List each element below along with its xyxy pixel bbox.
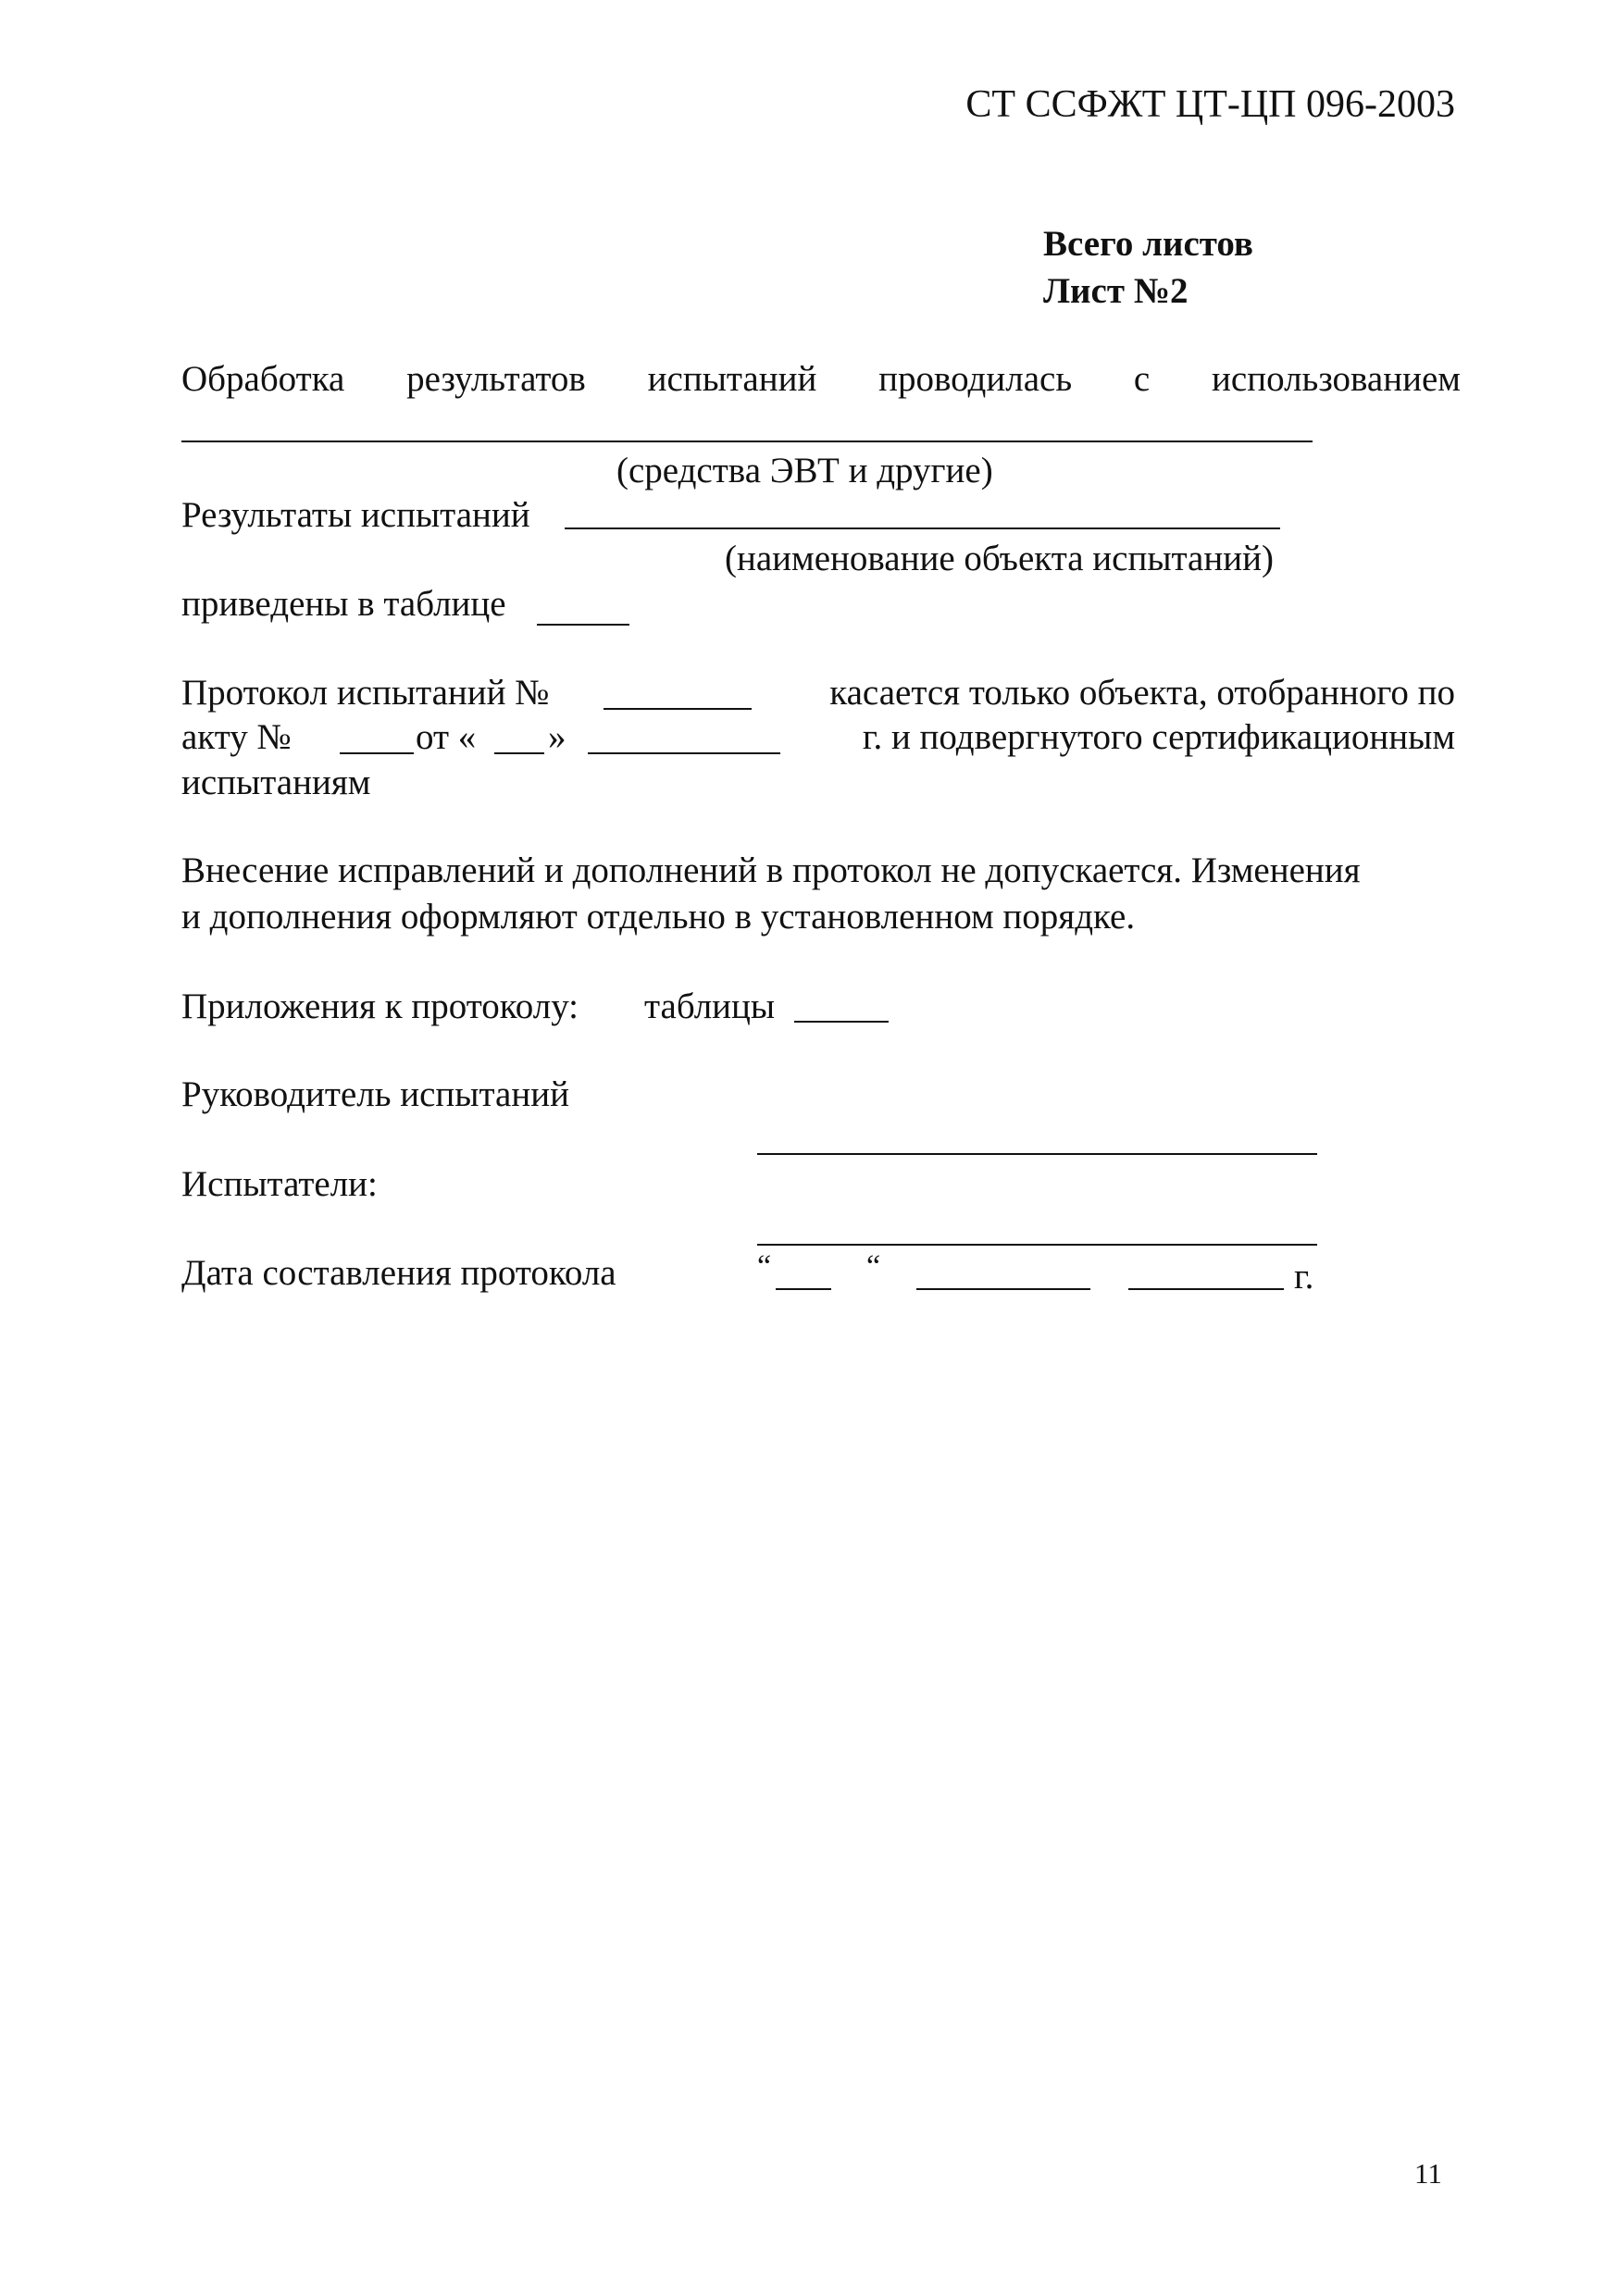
page-number: 11 [1414,2157,1442,2190]
testers-label: Испытатели: [181,1164,378,1204]
protocol-tests-word: испытаниям [181,763,371,802]
processing-word: проводилась [878,359,1073,399]
total-sheets-label: Всего листов [1043,224,1253,264]
protocol-date-label: Дата составления протокола [181,1253,616,1293]
processing-word: испытаний [647,359,817,399]
act-date-open: от « [416,717,477,757]
act-date-close: » [548,717,566,757]
protocol-object-text: касается только объекта, отобранного по [829,673,1455,713]
results-table-label: приведены в таблице [181,584,506,624]
notice-line-2: и дополнения оформляют отдельно в установленном порядке. [181,897,1136,937]
appendix-label: Приложения к протоколу: [181,987,579,1026]
processing-word: с [1133,359,1151,399]
date-day-blank-line[interactable] [776,1288,831,1290]
results-table-blank-line[interactable] [537,624,629,626]
processing-word: результатов [406,359,586,399]
date-quote-close: “ [866,1249,881,1284]
test-head-label: Руководитель испытаний [181,1074,569,1114]
testers-signature-line[interactable] [757,1244,1317,1246]
results-label: Результаты испытаний [181,495,530,535]
protocol-number-blank-line[interactable] [604,708,752,710]
results-blank-line[interactable] [565,527,1280,529]
act-day-blank-line[interactable] [494,752,544,754]
date-year-suffix: г. [1294,1257,1314,1297]
appendix-tables-label: таблицы [644,987,776,1026]
date-quote-open: “ [757,1249,772,1284]
notice-line-1: Внесение исправлений и дополнений в протокол не допускается. Изменения [181,850,1361,890]
processing-word: Обработка [181,359,345,399]
act-certification-text: г. и подвергнутого сертификационным [862,717,1455,757]
test-head-signature-line[interactable] [757,1153,1317,1155]
processing-caption: (средства ЭВТ и другие) [616,451,993,490]
act-month-blank-line[interactable] [588,752,780,754]
document-code: СТ ССФЖТ ЦТ-ЦП 096-2003 [965,83,1455,126]
processing-blank-line[interactable] [181,441,1313,442]
act-number-blank-line[interactable] [340,752,414,754]
date-month-blank-line[interactable] [916,1288,1090,1290]
date-year-blank-line[interactable] [1128,1288,1284,1290]
act-number-label: акту № [181,717,292,757]
protocol-number-label: Протокол испытаний № [181,673,550,713]
processing-sentence [181,361,1461,397]
results-caption: (наименование объекта испытаний) [725,539,1274,578]
sheet-number-label: Лист №2 [1043,271,1189,311]
appendix-tables-blank-line[interactable] [794,1021,889,1023]
processing-word: использованием [1212,359,1461,399]
